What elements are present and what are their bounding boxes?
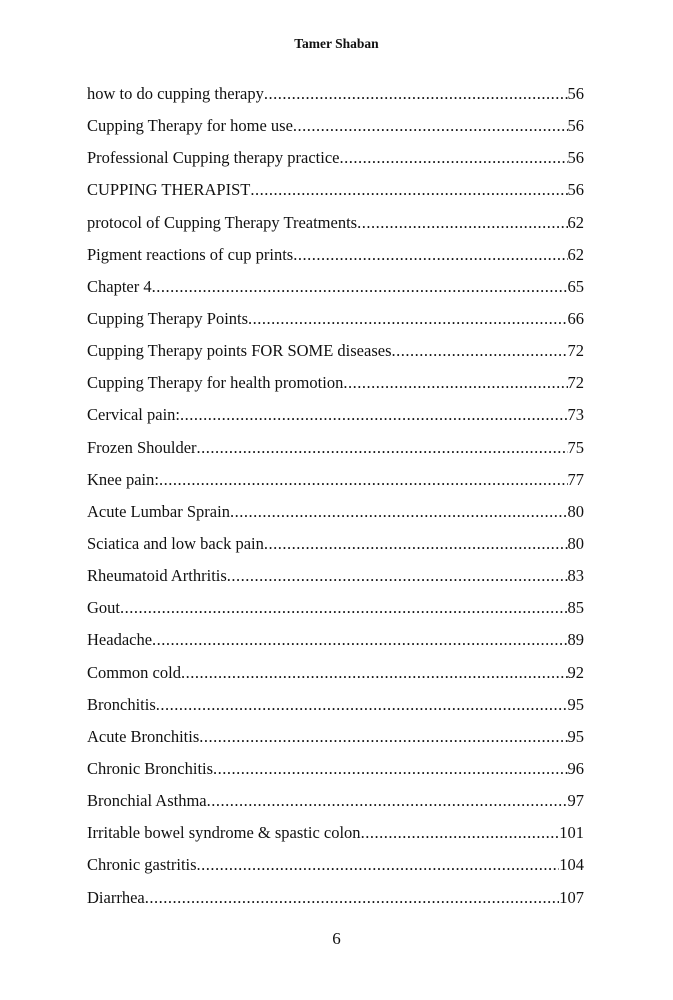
toc-entry-title: Pigment reactions of cup prints [87, 244, 294, 264]
running-header: Tamer Shaban [294, 36, 379, 51]
toc-entry[interactable] [87, 661, 584, 693]
dot-leader [293, 243, 567, 267]
toc-entry-page: 95 [567, 726, 584, 746]
toc-entry[interactable] [87, 114, 584, 146]
toc-entry[interactable] [87, 853, 584, 885]
toc-entry-title: Bronchitis [87, 694, 156, 714]
toc-entry-page: 80 [567, 501, 584, 521]
toc-entry[interactable] [87, 178, 584, 210]
dot-leader [213, 757, 567, 781]
toc-entry[interactable] [87, 146, 584, 178]
toc-entry-page: 104 [559, 855, 584, 875]
toc-entry-title: Cupping Therapy Points [87, 308, 249, 328]
toc-entry-page: 72 [567, 341, 584, 361]
toc-entry[interactable] [87, 275, 584, 307]
toc-entry-title: Diarrhea [87, 887, 145, 907]
dot-leader [230, 500, 568, 524]
toc-entry-title: Chronic Bronchitis [87, 758, 214, 778]
dot-leader [156, 693, 568, 717]
dot-leader [197, 436, 568, 460]
toc-entry[interactable] [87, 693, 584, 725]
toc-entry-page: 80 [567, 533, 584, 553]
dot-leader [250, 178, 567, 202]
dot-leader [207, 789, 568, 813]
toc-entry-page: 62 [567, 244, 584, 264]
toc-entry-title: Cervical pain: [87, 405, 181, 425]
toc-entry-title: Sciatica and low back pain [87, 533, 264, 553]
dot-leader [159, 468, 568, 492]
toc-entry-page: 95 [567, 694, 584, 714]
toc-entry-page: 107 [559, 887, 584, 907]
toc-entry-page: 62 [567, 212, 584, 232]
dot-leader [152, 628, 567, 652]
dot-leader [199, 725, 567, 749]
dot-leader [392, 339, 568, 363]
dot-leader [361, 821, 560, 845]
toc-entry-title: Bronchial Asthma [87, 791, 207, 811]
toc-entry-page: 56 [567, 148, 584, 168]
dot-leader [180, 403, 567, 427]
toc-entry-page: 66 [567, 308, 584, 328]
toc-entry[interactable] [87, 628, 584, 660]
toc-entry-title: CUPPING THERAPIST [87, 180, 251, 200]
toc-entry-page: 96 [567, 758, 584, 778]
toc-entry[interactable] [87, 500, 584, 532]
toc-entry-title: Irritable bowel syndrome & spastic colon [87, 823, 361, 843]
toc-entry-page: 65 [567, 276, 584, 296]
toc-entry-page: 73 [567, 405, 584, 425]
toc-entry[interactable] [87, 403, 584, 435]
toc-entry[interactable] [87, 243, 584, 275]
toc-entry-title: Acute Bronchitis [87, 726, 200, 746]
toc-entry-title: Chronic gastritis [87, 855, 197, 875]
toc-entry[interactable] [87, 339, 584, 371]
toc-entry[interactable] [87, 757, 584, 789]
toc-entry-title: Gout [87, 598, 120, 618]
dot-leader [357, 211, 567, 235]
dot-leader [248, 307, 567, 331]
toc-entry-title: Acute Lumbar Sprain [87, 501, 230, 521]
toc-entry-page: 56 [567, 116, 584, 136]
toc-entry[interactable] [87, 468, 584, 500]
toc-entry[interactable] [87, 82, 584, 114]
table-of-contents [87, 82, 584, 918]
toc-entry[interactable] [87, 821, 584, 853]
toc-entry-page: 85 [567, 598, 584, 618]
toc-entry[interactable] [87, 564, 584, 596]
toc-entry[interactable] [87, 596, 584, 628]
toc-entry-page: 92 [567, 662, 584, 682]
toc-entry-title: Cupping Therapy points FOR SOME diseases [87, 341, 392, 361]
toc-entry-title: Frozen Shoulder [87, 437, 197, 457]
toc-entry-title: Cupping Therapy for health promotion [87, 373, 344, 393]
dot-leader [293, 114, 568, 138]
toc-entry-page: 56 [567, 84, 584, 103]
dot-leader [264, 532, 568, 556]
toc-entry-title: how to do cupping therapy [87, 84, 264, 103]
dot-leader [227, 564, 568, 588]
toc-entry-page: 83 [567, 566, 584, 586]
toc-entry-title: Knee pain: [87, 469, 159, 489]
toc-entry-page: 75 [567, 437, 584, 457]
toc-entry-page: 56 [567, 180, 584, 200]
toc-entry[interactable] [87, 725, 584, 757]
toc-entry-title: Rheumatoid Arthritis [87, 566, 227, 586]
toc-entry-page: 89 [567, 630, 584, 650]
toc-entry[interactable] [87, 307, 584, 339]
toc-entry[interactable] [87, 789, 584, 821]
dot-leader [145, 886, 560, 910]
toc-entry[interactable] [87, 436, 584, 468]
dot-leader [339, 146, 567, 170]
toc-entry-title: Headache [87, 630, 153, 650]
toc-entry[interactable] [87, 211, 584, 243]
toc-entry[interactable] [87, 371, 584, 403]
toc-entry-page: 72 [567, 373, 584, 393]
toc-entry-title: Chapter 4 [87, 276, 152, 296]
toc-entry-title: protocol of Cupping Therapy Treatments [87, 212, 358, 232]
toc-entry-title: Common cold [87, 662, 181, 682]
dot-leader [264, 82, 568, 106]
toc-entry-page: 101 [559, 823, 584, 843]
toc-entry[interactable] [87, 886, 584, 918]
dot-leader [181, 661, 568, 685]
toc-entry-title: Professional Cupping therapy practice [87, 148, 340, 168]
dot-leader [197, 853, 560, 877]
page-number: 6 [332, 929, 341, 948]
dot-leader [152, 275, 568, 299]
dot-leader [343, 371, 567, 395]
dot-leader [120, 596, 568, 620]
toc-entry-title: Cupping Therapy for home use [87, 116, 293, 136]
toc-entry-page: 97 [567, 791, 584, 811]
toc-entry[interactable] [87, 532, 584, 564]
toc-entry-page: 77 [567, 469, 584, 489]
